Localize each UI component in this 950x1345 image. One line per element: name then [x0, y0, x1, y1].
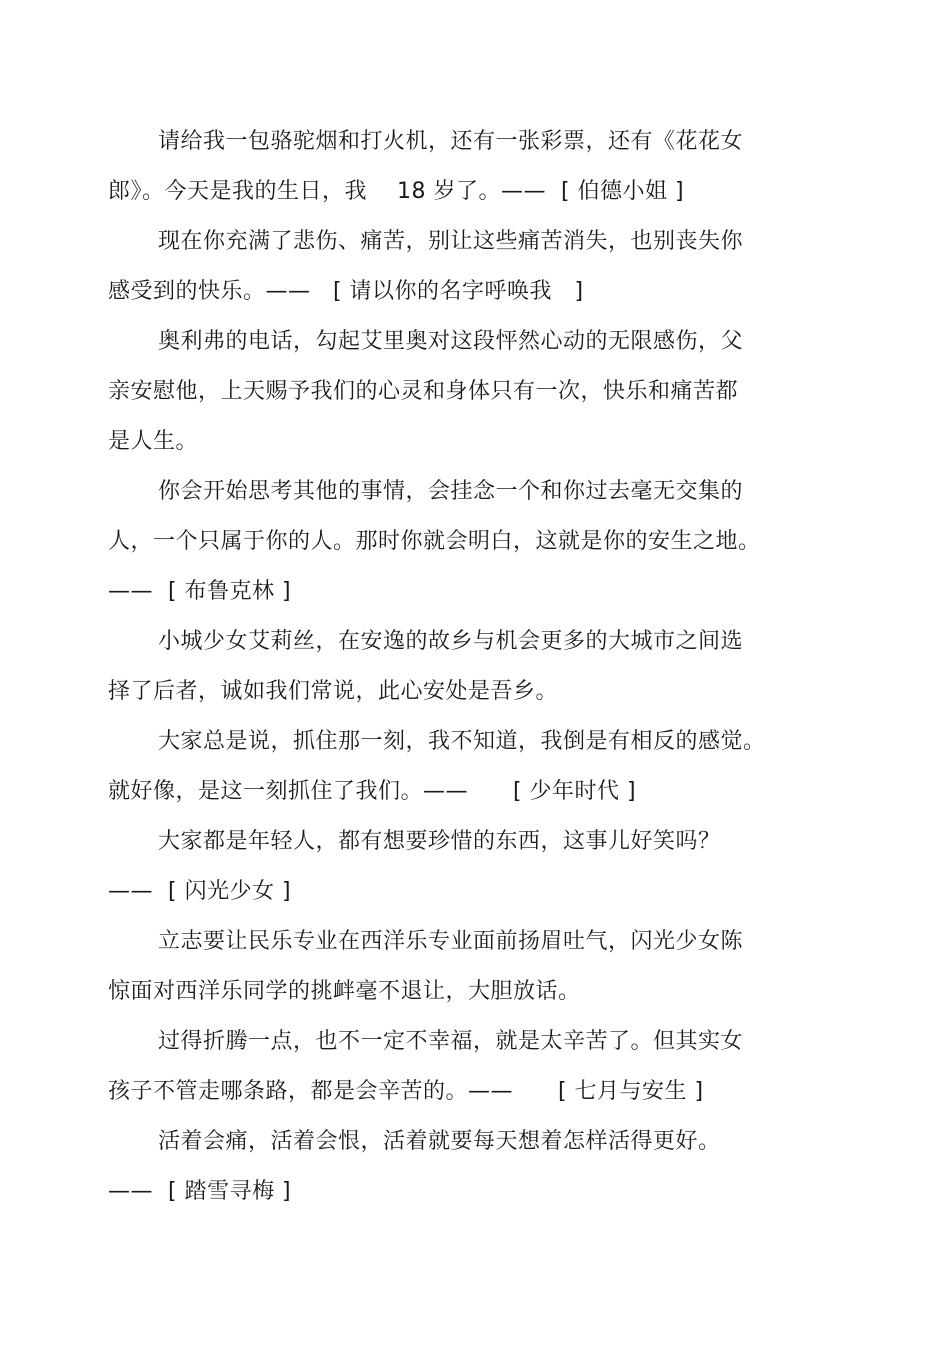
- text-line: 亲安慰他，上天赐予我们的心灵和身体只有一次，快乐和痛苦都: [108, 379, 739, 404]
- text-line: 就好像，是这一刻抓住了我们。—— [ 少年时代 ]: [108, 779, 637, 804]
- text-line: 小城少女艾莉丝，在安逸的故乡与机会更多的大城市之间选: [158, 629, 744, 654]
- text-line: 立志要让民乐专业在西洋乐专业面前扬眉吐气，闪光少女陈: [158, 929, 744, 954]
- text-line: 人，一个只属于你的人。那时你就会明白，这就是你的安生之地。: [108, 529, 761, 554]
- text-line: 感受到的快乐。—— [ 请以你的名字呼唤我 ]: [108, 279, 584, 304]
- text-line: 惊面对西洋乐同学的挑衅毫不退让，大胆放话。: [108, 979, 581, 1004]
- text-line: 郎》。今天是我的生日，我 18 岁了。—— [ 伯德小姐 ]: [108, 179, 685, 204]
- text-line: 是人生。: [108, 429, 199, 454]
- text-line: 择了后者，诚如我们常说，此心安处是吾乡。: [108, 679, 559, 704]
- text-line: 活着会痛，活着会恨，活着就要每天想着怎样活得更好。: [158, 1129, 721, 1154]
- text-line: —— [ 布鲁克林 ]: [108, 579, 292, 604]
- text-line: 孩子不管走哪条路，都是会辛苦的。—— [ 七月与安生 ]: [108, 1079, 704, 1104]
- text-line: 现在你充满了悲伤、痛苦，别让这些痛苦消失，也别丧失你: [158, 229, 744, 254]
- text-line: 过得折腾一点，也不一定不幸福，就是太辛苦了。但其实女: [158, 1029, 744, 1054]
- text-line: —— [ 闪光少女 ]: [108, 879, 292, 904]
- text-line: 请给我一包骆驼烟和打火机，还有一张彩票，还有《花花女: [158, 129, 744, 154]
- text-line: 奥利弗的电话，勾起艾里奥对这段怦然心动的无限感伤，父: [158, 329, 744, 354]
- text-line: 大家总是说，抓住那一刻，我不知道，我倒是有相反的感觉。: [158, 729, 766, 754]
- text-line: —— [ 踏雪寻梅 ]: [108, 1179, 292, 1204]
- text-line: 你会开始思考其他的事情，会挂念一个和你过去毫无交集的: [158, 479, 744, 504]
- text-line: 大家都是年轻人，都有想要珍惜的东西，这事儿好笑吗？: [158, 829, 721, 854]
